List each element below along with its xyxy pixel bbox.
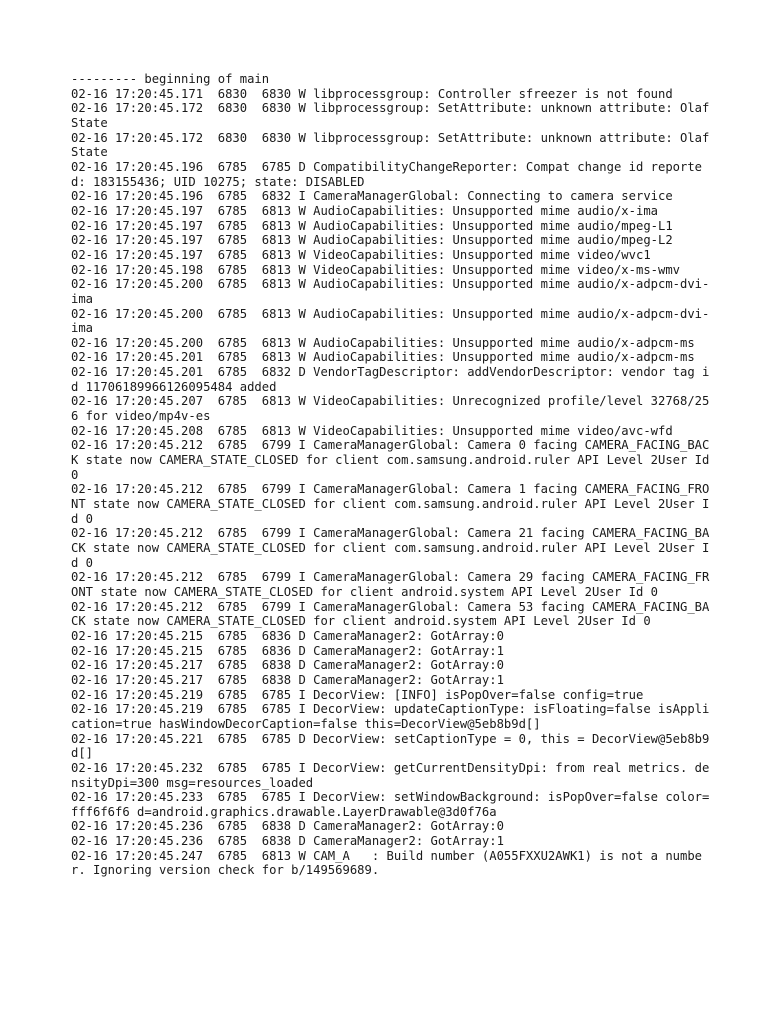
log-line: 02-16 17:20:45.198 6785 6813 W VideoCapabilities: Unsupported mime video/x-ms-wmv	[71, 262, 681, 277]
log-line: 02-16 17:20:45.212 6785 6799 I CameraManagerGlobal: Camera 1 facing CAMERA_FACING_FRONT state now CAMERA_STATE_CLOSED for client com.samsung.android.ruler API Level 2User Id 0	[71, 482, 710, 526]
document-page	[71, 72, 717, 878]
log-line: 02-16 17:20:45.219 6785 6785 I DecorView: updateCaptionType: isFloating=false isApplication=true hasWindowDecorCaption=false this=DecorView@5eb8b9d[]	[71, 702, 710, 731]
log-line: 02-16 17:20:45.196 6785 6832 I CameraManagerGlobal: Connecting to camera service	[71, 189, 673, 204]
log-line: 02-16 17:20:45.171 6830 6830 W libprocessgroup: Controller sfreezer is not found	[71, 86, 673, 101]
log-line: 02-16 17:20:45.197 6785 6813 W AudioCapabilities: Unsupported mime audio/mpeg-L2	[71, 233, 673, 248]
log-line: 02-16 17:20:45.172 6830 6830 W libprocessgroup: SetAttribute: unknown attribute: OlafState	[71, 130, 710, 160]
log-line: 02-16 17:20:45.197 6785 6813 W AudioCapabilities: Unsupported mime audio/x-ima	[71, 203, 658, 218]
log-line: 02-16 17:20:45.219 6785 6785 I DecorView: [INFO] isPopOver=false config=true	[71, 687, 644, 702]
log-line: 02-16 17:20:45.200 6785 6813 W AudioCapabilities: Unsupported mime audio/x-adpcm-dvi-ima	[71, 277, 710, 306]
log-line: 02-16 17:20:45.197 6785 6813 W VideoCapabilities: Unsupported mime video/wvc1	[71, 247, 651, 262]
log-line: 02-16 17:20:45.212 6785 6799 I CameraManagerGlobal: Camera 0 facing CAMERA_FACING_BACK state now CAMERA_STATE_CLOSED for client com.samsung.android.ruler API Level 2User Id 0	[71, 438, 717, 482]
log-line: 02-16 17:20:45.232 6785 6785 I DecorView: getCurrentDensityDpi: from real metrics. densityDpi=300 msg=resources_loaded	[71, 760, 710, 790]
log-line: 02-16 17:20:45.215 6785 6836 D CameraManager2: GotArray:0	[71, 628, 504, 643]
log-line: 02-16 17:20:45.217 6785 6838 D CameraManager2: GotArray:0	[71, 658, 504, 673]
log-line: --------- beginning of main	[71, 72, 270, 86]
log-line: 02-16 17:20:45.200 6785 6813 W AudioCapabilities: Unsupported mime audio/x-adpcm-ms	[71, 335, 695, 350]
log-line: 02-16 17:20:45.200 6785 6813 W AudioCapabilities: Unsupported mime audio/x-adpcm-dvi-ima	[71, 306, 710, 336]
log-line: 02-16 17:20:45.233 6785 6785 I DecorView: setWindowBackground: isPopOver=false color=fff6f6f6 d=android.graphics.drawable.LayerDrawable@3d0f76a	[71, 790, 710, 819]
log-line: 02-16 17:20:45.221 6785 6785 D DecorView: setCaptionType = 0, this = DecorView@5eb8b9d[]	[71, 731, 710, 761]
log-line: 02-16 17:20:45.212 6785 6799 I CameraManagerGlobal: Camera 21 facing CAMERA_FACING_BACK state now CAMERA_STATE_CLOSED for client com.samsung.android.ruler API Level 2User Id 0	[71, 526, 710, 570]
log-line: 02-16 17:20:45.212 6785 6799 I CameraManagerGlobal: Camera 53 facing CAMERA_FACING_BACK state now CAMERA_STATE_CLOSED for client android.system API Level 2User Id 0	[71, 599, 710, 629]
log-line: 02-16 17:20:45.201 6785 6813 W AudioCapabilities: Unsupported mime audio/x-adpcm-ms	[71, 350, 695, 365]
log-line: 02-16 17:20:45.207 6785 6813 W VideoCapabilities: Unrecognized profile/level 32768/256 for video/mp4v-es	[71, 394, 710, 424]
logcat-output	[71, 72, 717, 878]
log-line: 02-16 17:20:45.208 6785 6813 W VideoCapabilities: Unsupported mime video/avc-wfd	[71, 423, 673, 438]
log-line: 02-16 17:20:45.201 6785 6832 D VendorTagDescriptor: addVendorDescriptor: vendor tag id 11706189966126095484 added	[71, 365, 710, 394]
log-line: 02-16 17:20:45.236 6785 6838 D CameraManager2: GotArray:0	[71, 819, 504, 834]
log-line: 02-16 17:20:45.247 6785 6813 W CAM_A : Build number (A055FXXU2AWK1) is not a number. Ignoring version check for b/149569689.	[71, 848, 703, 878]
log-line: 02-16 17:20:45.217 6785 6838 D CameraManager2: GotArray:1	[71, 672, 504, 687]
log-line: 02-16 17:20:45.236 6785 6838 D CameraManager2: GotArray:1	[71, 834, 504, 849]
log-line: 02-16 17:20:45.172 6830 6830 W libprocessgroup: SetAttribute: unknown attribute: OlafState	[71, 101, 710, 130]
log-line: 02-16 17:20:45.197 6785 6813 W AudioCapabilities: Unsupported mime audio/mpeg-L1	[71, 218, 673, 233]
log-line: 02-16 17:20:45.212 6785 6799 I CameraManagerGlobal: Camera 29 facing CAMERA_FACING_FRONT state now CAMERA_STATE_CLOSED for client android.system API Level 2User Id 0	[71, 570, 710, 599]
log-line: 02-16 17:20:45.215 6785 6836 D CameraManager2: GotArray:1	[71, 643, 504, 658]
log-line: 02-16 17:20:45.196 6785 6785 D CompatibilityChangeReporter: Compat change id reported: 183155436; UID 10275; state: DISABLED	[71, 159, 703, 189]
